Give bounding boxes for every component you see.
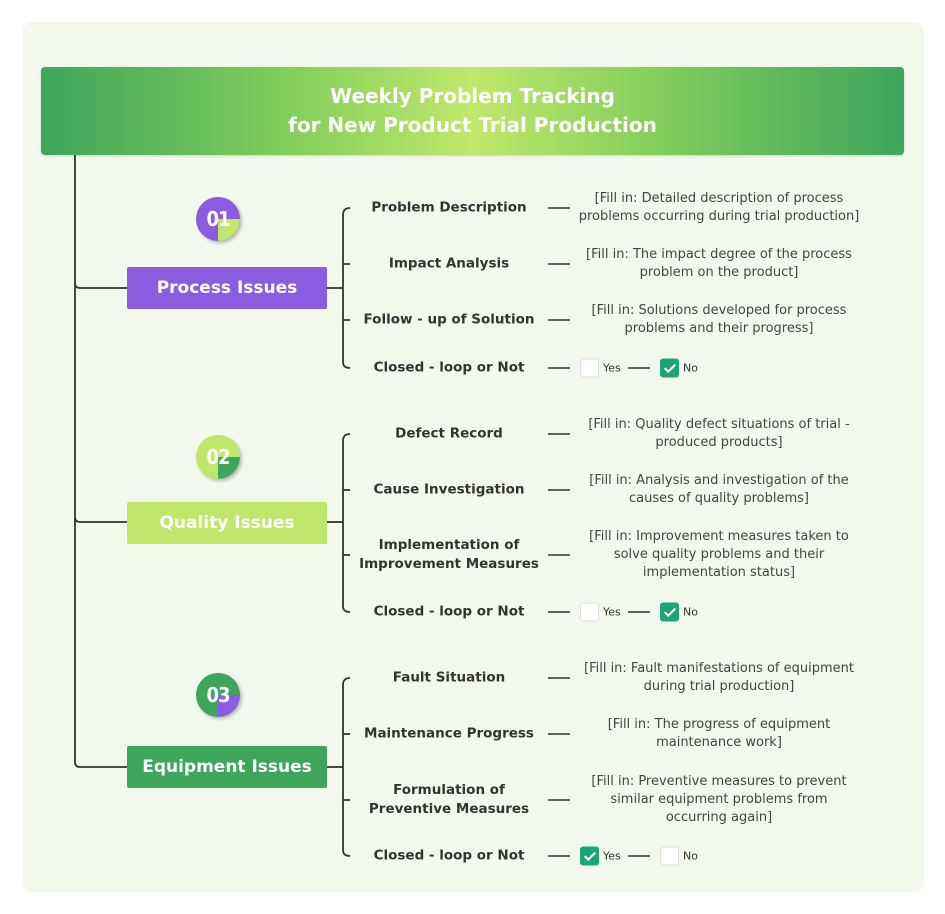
badge-number: 03 [206, 683, 230, 707]
item-description[interactable]: [Fill in: The progress of equipment maintenance work] [607, 717, 831, 750]
item-label: Closed - loop or Not [373, 359, 525, 376]
item-label: Closed - loop or Not [373, 603, 525, 620]
item-label: Cause Investigation [373, 481, 525, 498]
no-label: No [683, 605, 698, 619]
category-process-issues[interactable]: Process Issues [127, 267, 327, 309]
title-line-1: Weekly Problem Tracking [330, 84, 615, 108]
item-description[interactable]: [Fill in: Fault manifestations of equipment during trial production] [584, 661, 854, 694]
item-label: Closed - loop or Not [373, 847, 525, 864]
item-label: Impact Analysis [388, 255, 510, 272]
item-label: Maintenance Progress [364, 725, 534, 742]
no-checkbox[interactable] [660, 847, 679, 866]
item-description[interactable]: [Fill in: Improvement measures taken to solve quality problems and their implementation status] [589, 529, 849, 580]
item-description[interactable]: [Fill in: Detailed description of process problems occurring during trial production] [578, 191, 860, 224]
yes-checkbox[interactable] [580, 603, 599, 622]
item-description[interactable]: [Fill in: Solutions developed for process problems and their progress] [591, 303, 847, 336]
item-label: Defect Record [395, 425, 503, 442]
yes-label: Yes [603, 361, 621, 375]
item-label: Problem Description [371, 199, 527, 216]
no-checkbox[interactable] [660, 603, 679, 622]
item-description[interactable]: [Fill in: Preventive measures to prevent similar equipment problems from occurring again] [591, 774, 847, 825]
item-description[interactable]: [Fill in: Quality defect situations of trial - produced products] [588, 417, 850, 450]
no-label: No [683, 361, 698, 375]
item-label: Formulation of Preventive Measures [368, 782, 530, 817]
no-label: No [683, 849, 698, 863]
category-quality-issues[interactable]: Quality Issues [127, 502, 327, 544]
item-description[interactable]: [Fill in: The impact degree of the process problem on the product] [586, 247, 852, 280]
item-description[interactable]: [Fill in: Analysis and investigation of the causes of quality problems] [589, 473, 849, 506]
item-label: Implementation of Improvement Measures [359, 537, 539, 572]
no-checkbox[interactable] [660, 359, 679, 378]
yes-label: Yes [603, 605, 621, 619]
badge-number: 01 [206, 207, 230, 231]
section-number-badge [196, 673, 240, 717]
item-label: Fault Situation [392, 669, 506, 686]
section-number-badge [196, 435, 240, 479]
category-equipment-issues[interactable]: Equipment Issues [127, 746, 327, 788]
yes-checkbox[interactable] [580, 359, 599, 378]
yes-label: Yes [603, 849, 621, 863]
title-line-2: for New Product Trial Production [288, 113, 657, 137]
yes-checkbox[interactable] [580, 847, 599, 866]
item-label: Follow - up of Solution [363, 311, 535, 328]
section-number-badge [196, 197, 240, 241]
badge-number: 02 [206, 445, 230, 469]
